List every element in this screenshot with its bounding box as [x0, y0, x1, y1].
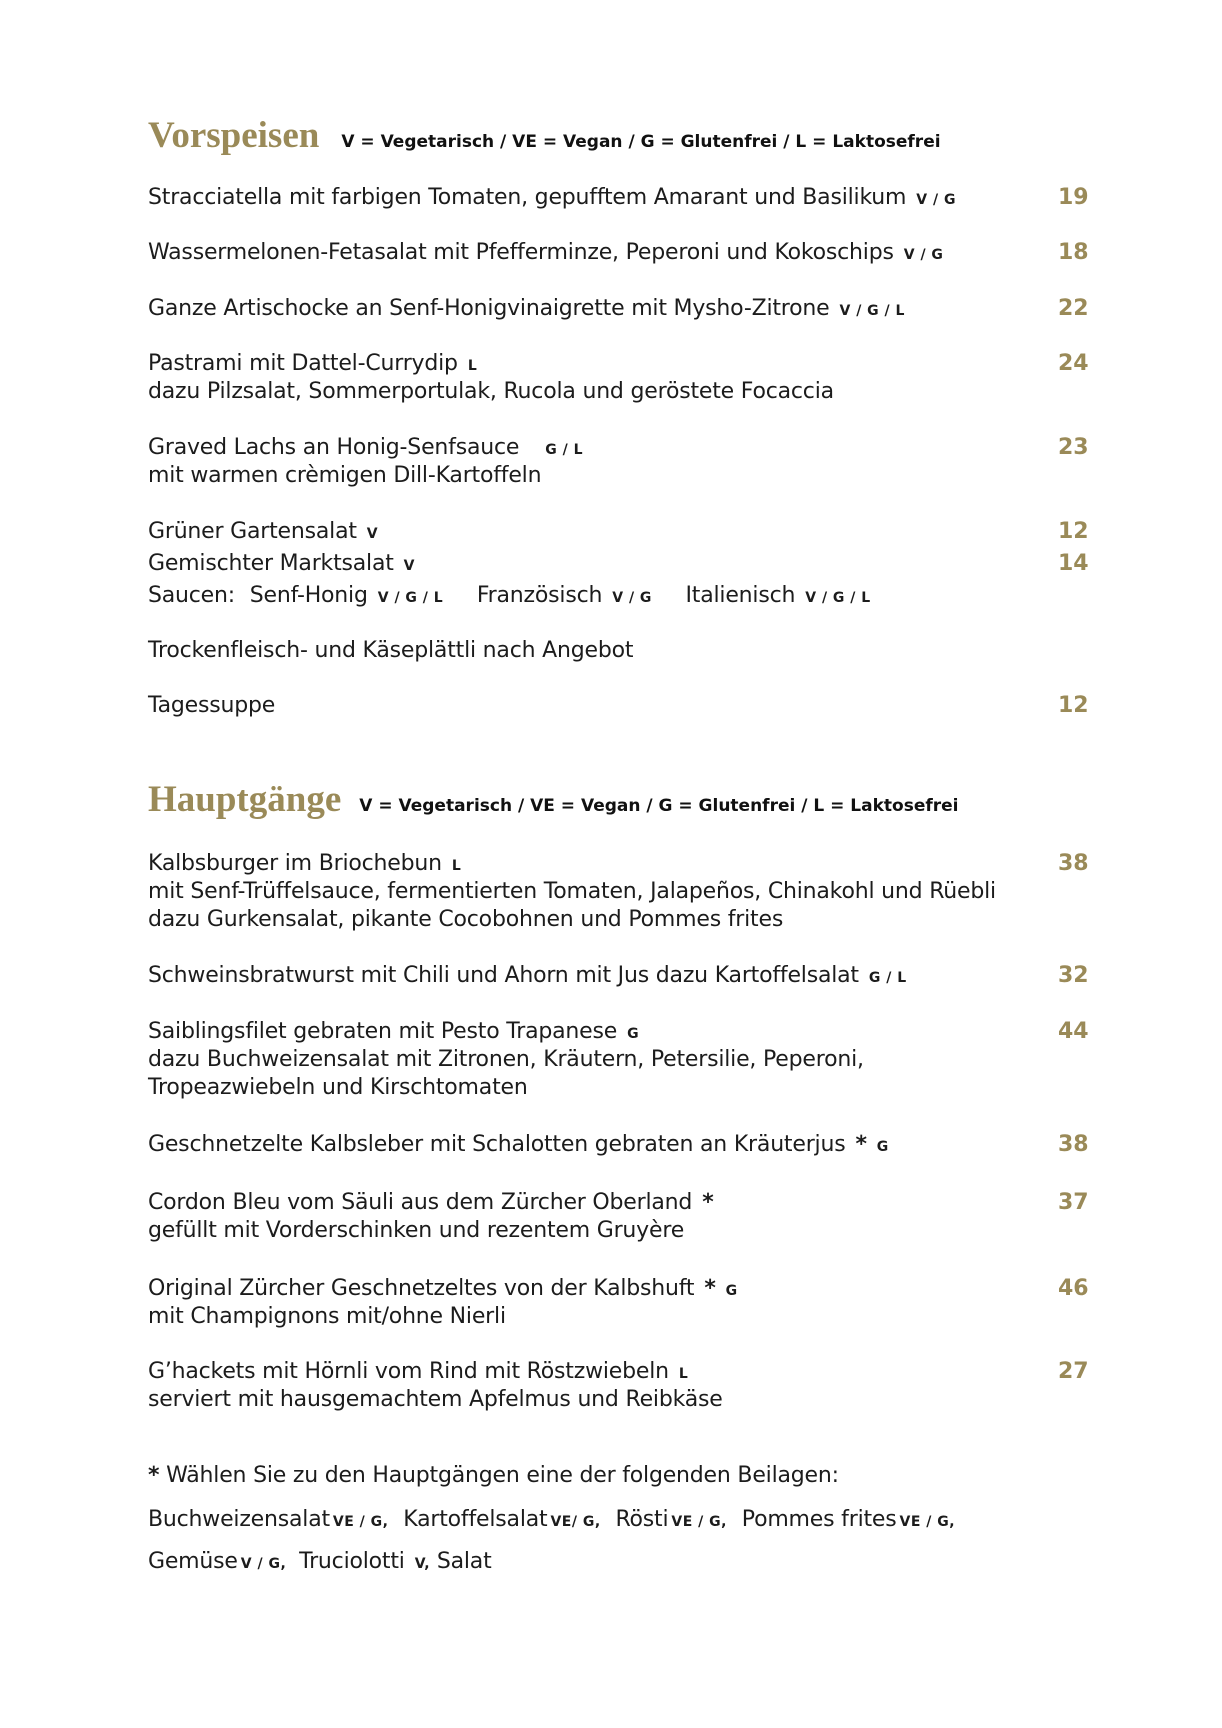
item-name: Stracciatella mit farbigen Tomaten, gepufftem Amarant und Basilikum: [148, 185, 907, 210]
diet-tags: L: [451, 858, 462, 874]
sauces-line: [148, 582, 871, 612]
item-name: Original Zürcher Geschnetzeltes von der Kalbshuft: [148, 1276, 695, 1301]
diet-tags: VE / G,: [671, 1514, 727, 1530]
item-price: 46: [1058, 1276, 1089, 1301]
item-name: Tagessuppe: [148, 693, 276, 718]
menu-item: [148, 962, 907, 992]
item-name: Gemischter Marktsalat: [148, 551, 394, 576]
sides-list: [148, 1506, 955, 1536]
item-price: 37: [1058, 1190, 1089, 1215]
side-name: Gemüse: [148, 1549, 238, 1574]
diet-tags: V: [366, 526, 379, 542]
menu-item: [148, 1131, 889, 1161]
side-name: Pommes frites: [741, 1507, 897, 1532]
item-name: Trockenfleisch- und Käseplättli nach Angebot: [148, 638, 634, 663]
side-name: Buchweizensalat: [148, 1507, 330, 1532]
item-description: dazu Pilzsalat, Sommerportulak, Rucola und geröstete Focaccia: [148, 379, 834, 404]
diet-legend: V = Vegetarisch / VE = Vegan / G = Glutenfrei / L = Laktosefrei: [341, 132, 941, 152]
diet-tags: L: [467, 358, 478, 374]
side-name: Rösti: [615, 1507, 669, 1532]
diet-tags: V: [403, 558, 416, 574]
item-description: mit warmen crèmigen Dill-Kartoffeln: [148, 463, 542, 488]
item-name: G’hackets mit Hörnli vom Rind mit Röstzwiebeln: [148, 1359, 669, 1384]
sides-list: [148, 1548, 492, 1578]
diet-tags: G / L: [545, 442, 583, 458]
item-name: Wassermelonen-Fetasalat mit Pfefferminze, Peperoni und Kokoschips: [148, 240, 894, 265]
item-description: dazu Buchweizensalat mit Zitronen, Kräutern, Petersilie, Peperoni,: [148, 1047, 864, 1072]
asterisk-marker: *: [704, 1276, 716, 1301]
item-price: 38: [1058, 851, 1089, 876]
diet-tags: V / G: [612, 590, 652, 606]
item-description: dazu Gurkensalat, pikante Cocobohnen und Pommes frites: [148, 907, 784, 932]
menu-item: [148, 1275, 738, 1305]
menu-item: [148, 1018, 639, 1048]
item-name: Cordon Bleu vom Säuli aus dem Zürcher Oberland: [148, 1190, 693, 1215]
asterisk-marker: *: [148, 1463, 160, 1488]
item-description: serviert mit hausgemachtem Apfelmus und Reibkäse: [148, 1387, 723, 1412]
section-title: Hauptgänge: [148, 779, 342, 820]
item-price: 32: [1058, 963, 1089, 988]
sauce-name: Italienisch: [685, 583, 796, 608]
item-price: 14: [1058, 551, 1089, 576]
sauces-label: Saucen:: [148, 583, 235, 608]
menu-item: [148, 184, 956, 214]
item-description: Tropeazwiebeln und Kirschtomaten: [148, 1075, 528, 1100]
diet-tags: V,: [414, 1556, 431, 1572]
menu-item: [148, 1358, 688, 1388]
side-name: Kartoffelsalat: [403, 1507, 548, 1532]
section-header-vorspeisen: [148, 114, 941, 157]
asterisk-marker: *: [702, 1190, 714, 1215]
diet-tags: V / G / L: [377, 590, 444, 606]
diet-tags: VE / G,: [332, 1514, 389, 1530]
item-name: Pastrami mit Dattel-Currydip: [148, 351, 458, 376]
item-price: 38: [1058, 1132, 1089, 1157]
diet-legend: V = Vegetarisch / VE = Vegan / G = Glutenfrei / L = Laktosefrei: [359, 796, 959, 816]
item-price: 12: [1058, 693, 1089, 718]
section-title: Vorspeisen: [148, 115, 320, 156]
diet-tags: V / G: [903, 247, 944, 263]
item-price: 23: [1058, 435, 1089, 460]
item-name: Grüner Gartensalat: [148, 519, 357, 544]
menu-item: [148, 434, 583, 464]
item-description: gefüllt mit Vorderschinken und rezentem Gruyère: [148, 1218, 685, 1243]
item-price: 44: [1058, 1019, 1089, 1044]
sides-note: [148, 1462, 839, 1490]
item-name: Saiblingsfilet gebraten mit Pesto Trapanese: [148, 1019, 618, 1044]
diet-tags: G: [725, 1283, 738, 1299]
menu-item: [148, 1189, 714, 1217]
diet-tags: V / G / L: [805, 590, 871, 606]
item-description: mit Senf-Trüffelsauce, fermentierten Tomaten, Jalapeños, Chinakohl und Rüebli: [148, 879, 996, 904]
item-price: 19: [1058, 185, 1089, 210]
menu-item: [148, 637, 633, 665]
section-header-hauptgaenge: [148, 778, 958, 821]
diet-tags: VE / G,: [899, 1514, 956, 1530]
item-price: 22: [1058, 296, 1089, 321]
menu-item: [148, 239, 943, 269]
item-name: Kalbsburger im Briochebun: [148, 851, 442, 876]
diet-tags: VE/ G,: [550, 1514, 601, 1530]
sauce-name: Senf-Honig: [249, 583, 368, 608]
menu-item: [148, 550, 415, 580]
side-name: Salat: [436, 1549, 492, 1574]
menu-item: [148, 295, 905, 325]
diet-tags: V / G,: [240, 1556, 287, 1572]
diet-tags: G: [876, 1139, 889, 1155]
item-price: 27: [1058, 1359, 1089, 1384]
item-name: Schweinsbratwurst mit Chili und Ahorn mit Jus dazu Kartoffelsalat: [148, 963, 859, 988]
item-price: 12: [1058, 519, 1089, 544]
item-price: 18: [1058, 240, 1089, 265]
side-name: Truciolotti: [299, 1549, 405, 1574]
item-description: mit Champignons mit/ohne Nierli: [148, 1304, 506, 1329]
menu-item: [148, 692, 275, 720]
sauce-name: Französisch: [476, 583, 603, 608]
diet-tags: G: [627, 1026, 640, 1042]
item-name: Geschnetzelte Kalbsleber mit Schalotten gebraten an Kräuterjus: [148, 1132, 846, 1157]
sides-note-text: Wählen Sie zu den Hauptgängen eine der folgenden Beilagen:: [166, 1463, 839, 1488]
diet-tags: L: [678, 1366, 689, 1382]
menu-item: [148, 850, 461, 880]
item-name: Ganze Artischocke an Senf-Honigvinaigrette mit Mysho-Zitrone: [148, 296, 830, 321]
item-name: Graved Lachs an Honig-Senfsauce: [148, 435, 520, 460]
item-price: 24: [1058, 351, 1089, 376]
asterisk-marker: *: [855, 1132, 867, 1157]
diet-tags: G / L: [868, 970, 907, 986]
menu-item: [148, 518, 378, 548]
diet-tags: V / G / L: [839, 303, 905, 319]
menu-item: [148, 350, 477, 380]
diet-tags: V / G: [916, 192, 956, 208]
